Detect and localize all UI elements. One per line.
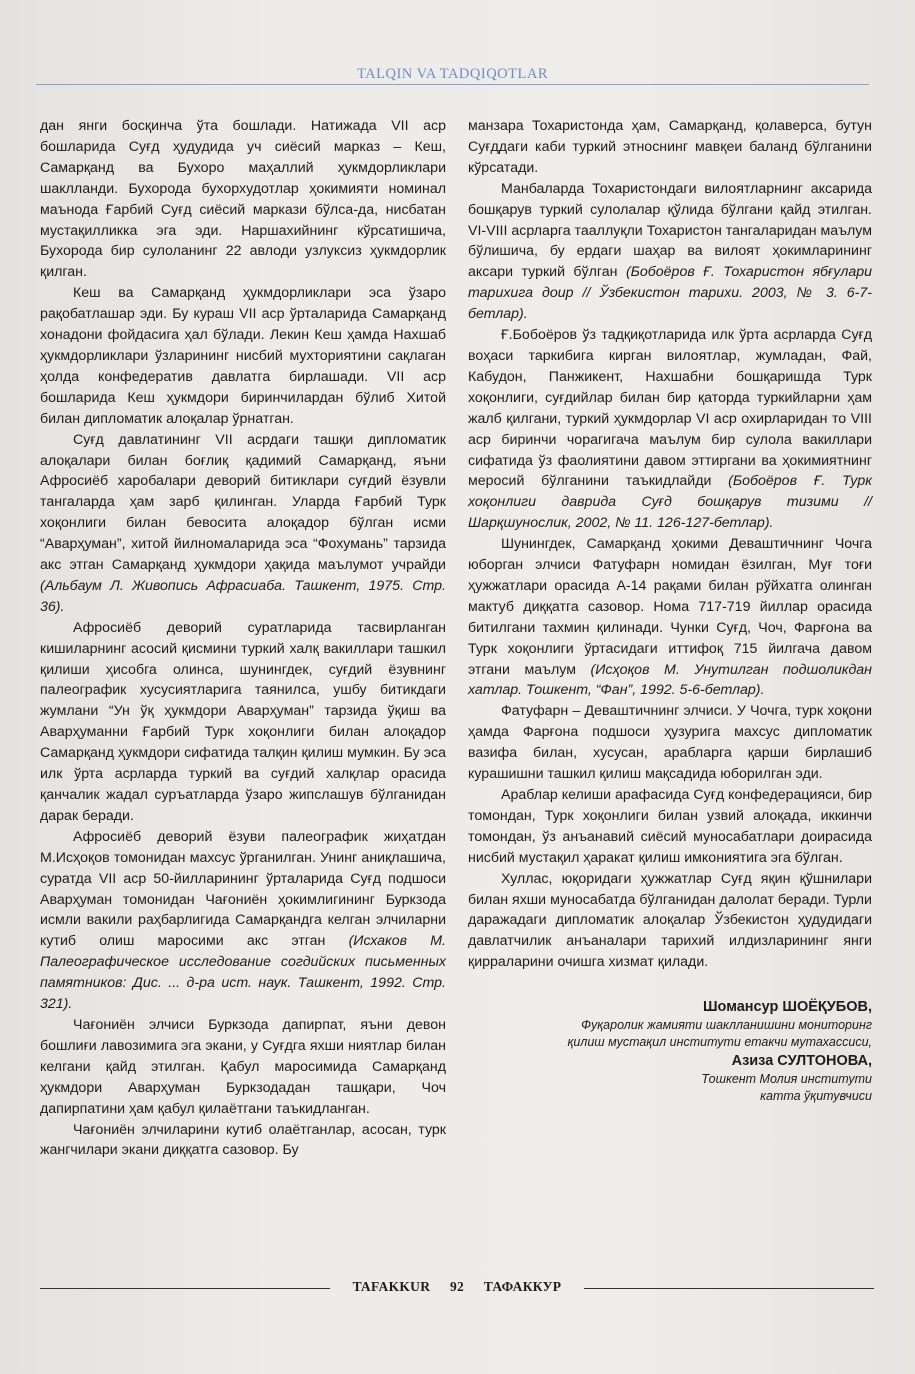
paragraph	[40, 430, 446, 618]
author-name: Шомансур ШОЁҚУБОВ,	[702, 999, 872, 1016]
paragraph: Хуллас, юқоридаги ҳужжатлар Суғд яқин қўшнилари билан яхши муносабатда бўлганидан далолат беради. Турли даражадаги дипломатик алоқалар Ўзбекистон ҳудудидаги давлатчилик анъаналари тарихий илдизларининг янги қирраларини очишга хизмат қилади.	[468, 870, 872, 971]
section-title: TALQIN VA TADQIQOTLAR	[356, 66, 549, 82]
paragraph: Араблар келиши арафасида Суғд конфедерацияси, бир томондан, Турк хоқонлиги билан узвий алоқада, иккинчи томондан, ўз анъанавий сиёсий муносабатлари доирасида нисбий мустақил ҳаракат қилиш имкониятига эга бўлган.	[468, 787, 872, 866]
paragraph: Чағониён элчиси Буркзода дапирпат, яъни девон бошлиғи лавозимига эга экани, у Суғдга яхши ниятлар билан келгани қайд этилган. Қабул маросимида Самарқанд ҳукмдори Аварҳуман Буркзодадан ташқари, Чоч дапирпатини ҳам қабул қилаётгани таъкидланган.	[40, 1016, 446, 1117]
author-role: Фуқаролик жамияти шаклланишини мониторинг	[581, 1018, 872, 1033]
page-number: 92	[449, 1279, 465, 1294]
paragraph	[468, 534, 872, 701]
citation: (Альбаум Л. Живопись Афрасиаба. Ташкент, 1975. Стр. 36).	[40, 577, 446, 615]
paragraph	[468, 325, 872, 534]
paragraph-text: Манбаларда Тохаристондаги вилоятларнинг аксарида бошқарув туркий сулолалар қўлида бўлгани қайд этилган. VI-VIII асрларга тааллуқли Тохаристон тангаларидан маълум бўлишича, бу ердаги шаҳар ва вилоят ҳокимларининг аксари туркий бўлган	[468, 180, 872, 281]
author-role: Тошкент Молия институти	[701, 1072, 872, 1087]
paragraph	[40, 827, 446, 1015]
author-role: қилиш мустақил институти етакчи мутахассиси,	[567, 1035, 872, 1050]
magazine-name-latin: TAFAKKUR	[352, 1279, 431, 1294]
header-rule	[36, 84, 869, 85]
paragraph: Афросиёб деворий суратларида тасвирланган кишиларнинг асосий қисмини туркий халқ вакиллари ташкил қилиши ҳисобга олинса, шунингдек, суғдий ёзувнинг палеографик хусусиятларига таянилса, ушбу битикдаги жумлани “Ун ўқ ҳукмдори Аварҳуман” тарзида ўқиш ва Аварҳуманни Ғарбий Турк хоқонлиги билан алоқадор Самарқанд ҳукмдори сифатида талқин қилиш мумкин. Бу эса илк ўрта асрларда туркий ва суғдий халқлар орасида қанчалик жадал суръатларда ўзаро жипслашув бўлганидан дарак беради.	[40, 619, 446, 824]
magazine-name-cyrillic: ТАФАККУР	[483, 1279, 562, 1294]
citation: (Бобоёров Ғ. Тохаристон ябғулари тарихига доир // Ўзбекистон тарихи. 2003, № 3. 6-7-бетлар).	[468, 264, 872, 323]
citation: (Исхаков М. Палеографическое исследование согдийских письменных памятников: Дис. ... д-ра ист. наук. Ташкент, 1992. Стр. 321).	[40, 933, 446, 1013]
left-column	[40, 116, 446, 1161]
footer-text	[40, 1279, 874, 1295]
author-signature	[468, 997, 872, 1105]
page-footer	[40, 1278, 874, 1298]
paragraph: Чағониён элчиларини кутиб олаётганлар, асосан, турк жангчилари экани диққатга сазовор. Бу	[40, 1121, 446, 1159]
author-role: катта ўқитувчиси	[760, 1089, 872, 1104]
author-name: Азиза СУЛТОНОВА,	[731, 1053, 872, 1070]
paragraph-text: Ғ.Бобоёров ўз тадқиқотларида илк ўрта асрларда Суғд воҳаси таркибига кирган вилоятлар, жумладан, Фай, Кабудон, Панжикент, Нахшабни бошқаришда Турк хоқонлиги, суғдийлар билан бир қаторда туркийларни ҳам жалб қилгани, туркий ҳукмдорлар VI аср охирларидан то VIII аср биринчи чорагигача маълум бир сулола вакиллари сифатида ўз фаолиятини давом эттиргани ва ҳокимиятнинг меросий бўлганини таъкидлайди	[468, 327, 872, 490]
paragraph: Кеш ва Самарқанд ҳукмдорликлари эса ўзаро рақобатлашар эди. Бу кураш VII аср ўрталарида Самарқанд хонадони фойдасига ҳал бўлади. Лекин Кеш ҳамда Нахшаб ҳукмдорликлари ўзларининг нисбий мухториятини сақлаган ҳолда конфедератив давлатга бирлашади. VII аср бошларида Кеш ҳукмдори биринчилардан бўлиб Хитой билан дипломатик алоқалар ўрнатган.	[40, 285, 446, 427]
paragraph-text: Суғд давлатининг VII асрдаги ташқи дипломатик алоқалари билан боғлиқ қадимий Самарқанд, яъни Афросиёб харобалари деворий битиклари суғдий ёзувли тангаларда ҳам зарб қилинган. Уларда Ғарбий Турк хоқонлиги билан бевосита алоқадор бўлган исми “Аварҳуман”, хитой йилномаларида эса “Фохумань” тарзида акс этган Самарқанд ҳукмдори ҳақида маълумот учрайди	[40, 431, 446, 574]
right-column	[468, 116, 872, 1105]
paragraph-text: Афросиёб деворий ёзуви палеографик жиҳатдан М.Исҳоқов томонидан махсус ўрганилган. Унинг аниқлашича, суратда VII аср 50-йилларининг ўрталарида Суғд подшоси Аварҳуман томонидан Чағониён ҳокимлигининг Буркзода исмли вакили раҳбарлигида Самарқандга келган элчиларни кутиб олиш маросими акс этган	[40, 828, 446, 950]
paragraph: Фатуфарн – Деваштичнинг элчиси. У Чочга, турк хоқони ҳамда Фарғона подшоси ҳузурига махсус дипломатик вазифа билан, хусусан, арабларга қарши бирлашиб курашишни ташкил қилиш мақсадида юборилган эди.	[468, 703, 872, 783]
running-header	[36, 62, 869, 86]
citation: (Исҳоқов М. Унутилган подшоликдан хатлар. Тошкент, “Фан”, 1992. 5-6-бетлар).	[468, 661, 872, 699]
paragraph	[468, 179, 872, 325]
paragraph: дан янги босқинча ўта бошлади. Натижада VII аср бошларида Суғд ҳудудида уч сиёсий марказ – Кеш, Самарқанд ва Бухоро маҳаллий ҳукмдорликлари шаклланди. Бухорода бухорхудотлар ҳокимияти номинал маънода Ғарбий Суғд сиёсий маркази бўлса-да, нисбатан мустақилликка эга эди. Наршахийнинг кўрсатишича, Бухорода бир сулоланинг 22 авлоди узлуксиз ҳукмдорлик қилган.	[40, 118, 446, 281]
paragraph-text: Шунингдек, Самарқанд ҳокими Деваштичнинг Чочга юборган элчиси Фатуфарн номидан ёзилган, Муғ тоғи ҳужжатлари орасида А-14 рақами билан рўйхатга олинган мактуб диққатга сазовор. Нома 717-719 йиллар орасида битилгани тахмин қилинади. Чунки Суғд, Чоч, Фарғона ва Турк хоқонлиги ўртасидаги иттифоқ 715 йилгача давом этгани маълум	[468, 536, 872, 678]
citation: (Бобоёров Ғ. Турк хоқонлиги даврида Суғд бошқарув тизими // Шарқшунослик, 2002, № 11. 126-127-бетлар).	[468, 473, 872, 532]
paragraph: манзара Тохаристонда ҳам, Самарқанд, қолаверса, бутун Суғддаги каби туркий этноснинг мавқеи баланд бўлганини кўрсатади.	[468, 118, 872, 176]
